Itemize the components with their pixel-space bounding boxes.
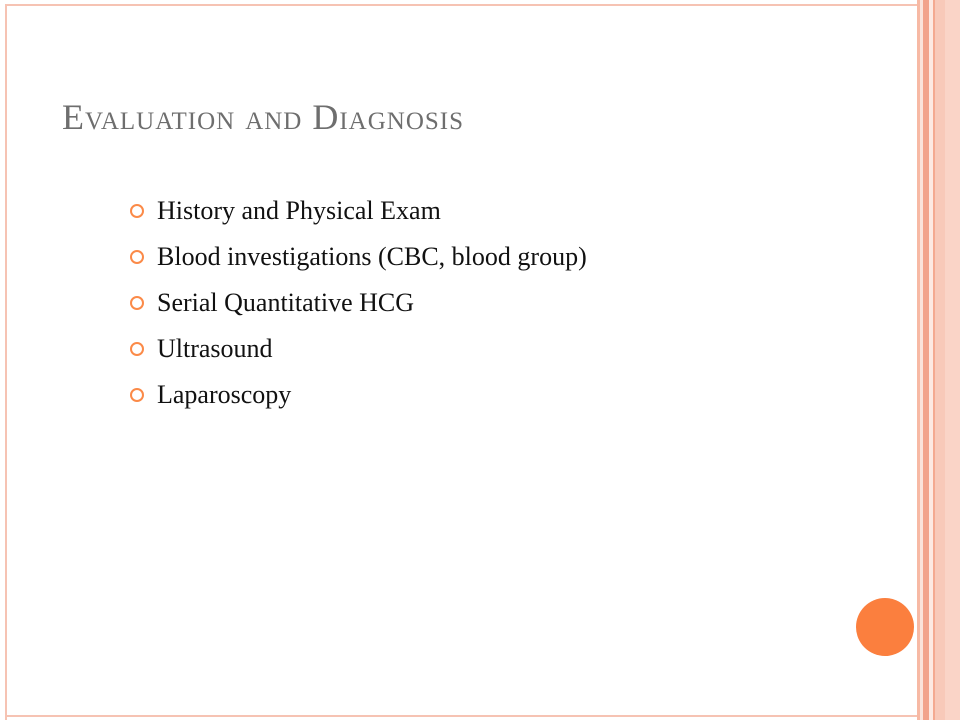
decorative-stripe [945,0,960,720]
bullet-item [130,280,587,326]
bullet-item [130,234,587,280]
bullet-item [130,326,587,372]
orange-circle-icon [856,598,914,656]
bullet-item [130,372,587,418]
bullet-circle-icon [130,388,144,402]
bullet-text: Blood investigations (CBC, blood group) [157,242,587,271]
bullet-circle-icon [130,296,144,310]
bullet-text: Serial Quantitative HCG [157,288,415,317]
slide-title: Evaluation and Diagnosis [62,97,465,137]
bullet-text: Ultrasound [157,334,273,363]
bullet-circle-icon [130,250,144,264]
bullet-text: Laparoscopy [157,380,292,409]
bullet-list [130,188,587,418]
bullet-text: History and Physical Exam [157,196,441,225]
bullet-item [130,188,587,234]
slide-frame-bottom [5,715,917,717]
bullet-circle-icon [130,204,144,218]
bullet-circle-icon [130,342,144,356]
decorative-stripe [935,0,945,720]
